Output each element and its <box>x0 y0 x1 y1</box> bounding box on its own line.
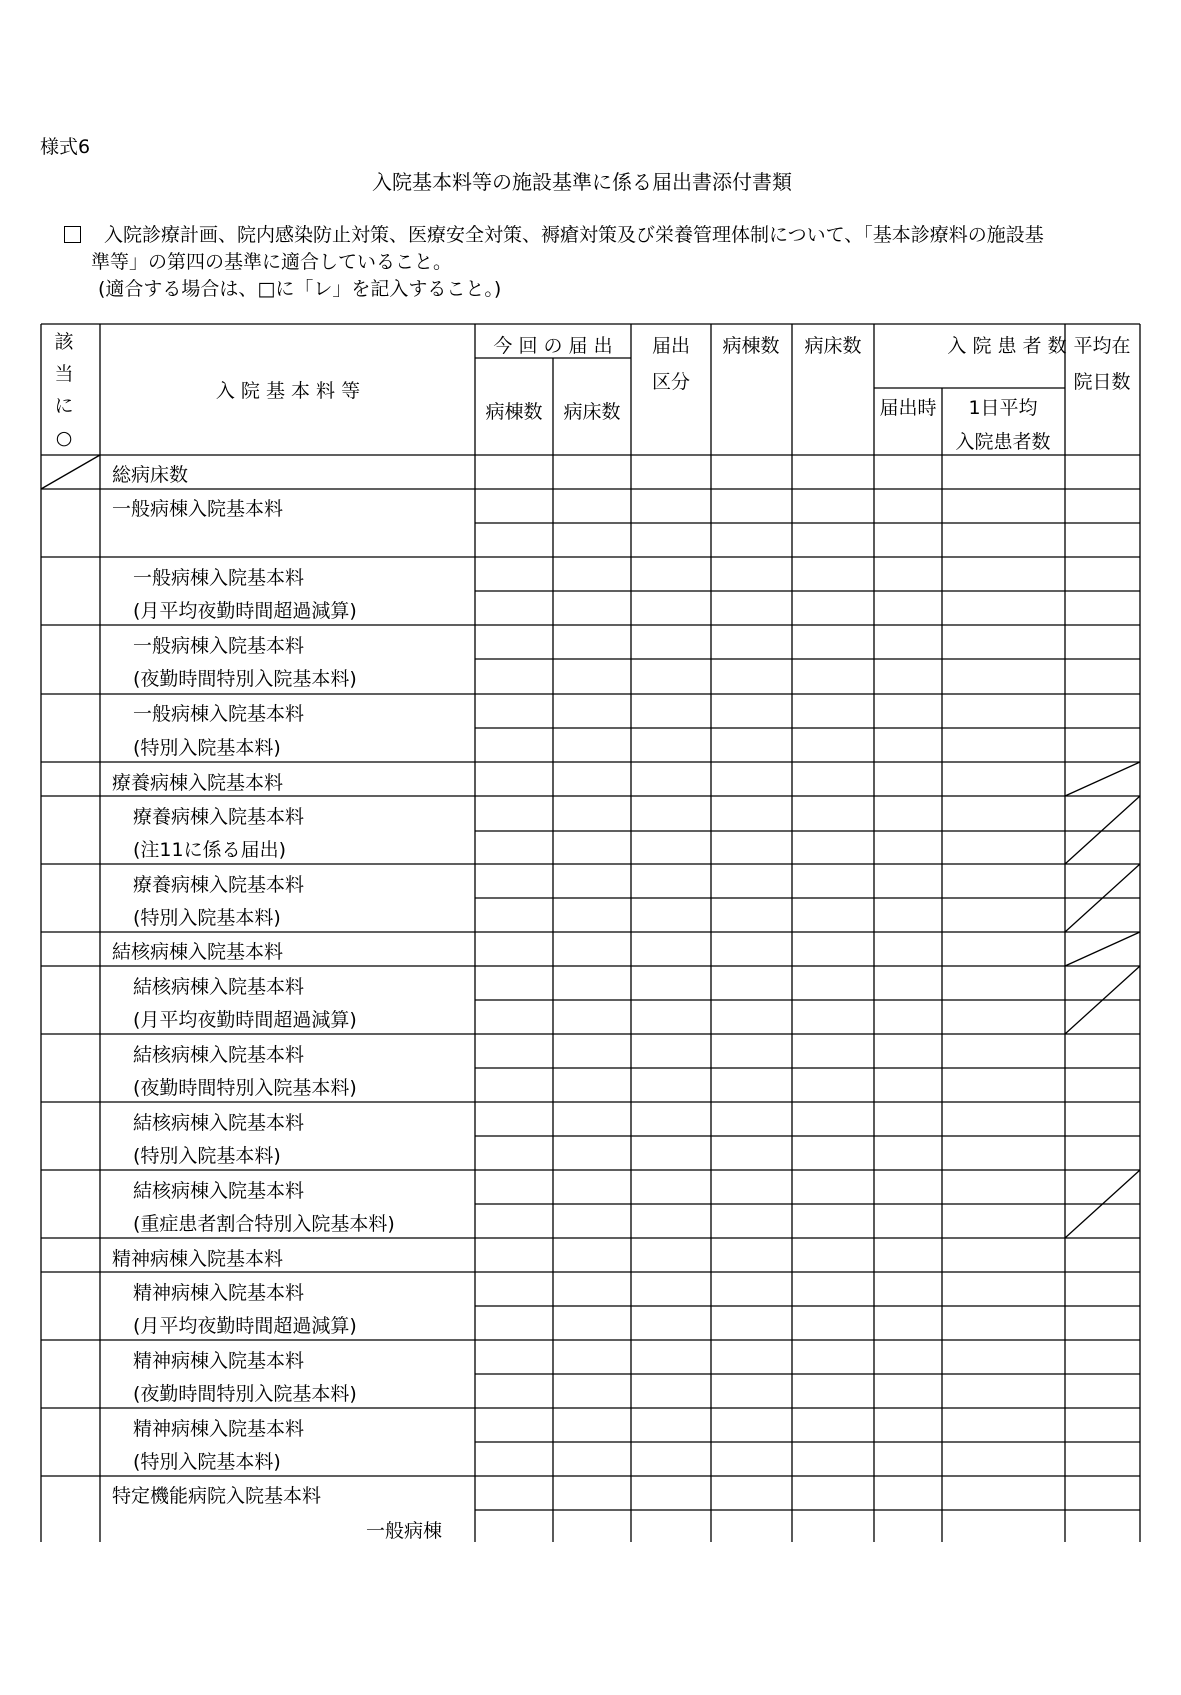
row-label-general-special-1: 一般病棟入院基本料 <box>133 703 305 725</box>
total-beds-slash <box>41 455 100 489</box>
header-avg-stay: 平均在 <box>1073 335 1131 357</box>
header-ward-count: 病棟数 <box>722 335 780 357</box>
document-title: 入院基本料等の施設基準に係る届出書添付書類 <box>372 170 792 194</box>
header-at-filing: 届出時 <box>879 397 937 419</box>
row-label-ltc: 療養病棟入院基本料 <box>112 772 284 794</box>
header-filing-class-2: 区分 <box>651 371 691 393</box>
row-label-tb-overtime-2: (月平均夜勤時間超過減算) <box>133 1009 357 1031</box>
header-applicable-3: に <box>54 395 74 417</box>
row-label-tb-special-1: 結核病棟入院基本料 <box>133 1112 305 1134</box>
header-avg-stay-2: 院日数 <box>1073 371 1131 393</box>
row-label-general-overtime-2: (月平均夜勤時間超過減算) <box>133 600 357 622</box>
form-code: 様式6 <box>40 136 91 158</box>
header-filing-class: 届出 <box>651 335 691 357</box>
row-label-tb-night-2: (夜勤時間特別入院基本料) <box>133 1077 357 1099</box>
row-label-total-beds: 総病床数 <box>112 464 189 486</box>
row-label-psy-night-2: (夜勤時間特別入院基本料) <box>133 1383 357 1405</box>
header-bed-count: 病床数 <box>804 335 862 357</box>
header-applicable-4: ○ <box>55 427 73 449</box>
row-label-ltc-note11-2: (注11に係る届出) <box>133 839 287 861</box>
avg-stay-slash <box>1065 796 1140 864</box>
header-daily-avg-2: 入院患者数 <box>955 431 1051 453</box>
row-label-specific-general: 一般病棟 <box>365 1520 442 1542</box>
row-label-specific: 特定機能病院入院基本料 <box>112 1485 322 1507</box>
row-label-general-special-2: (特別入院基本料) <box>133 737 281 759</box>
header-this-filing: 今 回 の 届 出 <box>493 335 613 357</box>
row-label-general: 一般病棟入院基本料 <box>112 498 284 520</box>
header-daily-avg: 1日平均 <box>968 397 1038 419</box>
header-category: 入 院 基 本 料 等 <box>215 380 361 402</box>
row-label-psy-special-1: 精神病棟入院基本料 <box>133 1418 305 1440</box>
row-label-tb-special-2: (特別入院基本料) <box>133 1145 281 1167</box>
avg-stay-slash <box>1065 762 1140 796</box>
row-label-tb-severe-1: 結核病棟入院基本料 <box>133 1180 305 1202</box>
row-label-tb: 結核病棟入院基本料 <box>112 941 284 963</box>
row-label-general-overtime-1: 一般病棟入院基本料 <box>133 567 305 589</box>
row-label-ltc-special-2: (特別入院基本料) <box>133 907 281 929</box>
row-label-psy: 精神病棟入院基本料 <box>112 1248 284 1270</box>
row-label-tb-severe-2: (重症患者割合特別入院基本料) <box>133 1213 395 1235</box>
row-label-psy-special-2: (特別入院基本料) <box>133 1451 281 1473</box>
header-applicable-1: 該 <box>54 331 74 353</box>
header-wards: 病棟数 <box>485 401 543 423</box>
header-inpatients: 入 院 患 者 数 <box>947 335 1067 357</box>
row-label-psy-night-1: 精神病棟入院基本料 <box>133 1350 305 1372</box>
header-beds: 病床数 <box>563 401 621 423</box>
row-label-ltc-note11-1: 療養病棟入院基本料 <box>133 806 305 828</box>
row-label-tb-night-1: 結核病棟入院基本料 <box>133 1044 305 1066</box>
compliance-note-line1: 入院診療計画、院内感染防止対策、医療安全対策、褥瘡対策及び栄養管理体制について、「基本診療料の施設基 <box>104 224 1044 246</box>
row-label-psy-overtime-1: 精神病棟入院基本料 <box>133 1282 305 1304</box>
header-applicable-2: 当 <box>54 363 74 385</box>
row-label-general-night-2: (夜勤時間特別入院基本料) <box>133 668 357 690</box>
row-label-ltc-special-1: 療養病棟入院基本料 <box>133 874 305 896</box>
compliance-note-line2: 準等」の第四の基準に適合していること。 <box>91 251 453 273</box>
compliance-note-line3: (適合する場合は、□に「レ」を記入すること。) <box>98 278 502 300</box>
row-label-general-night-1: 一般病棟入院基本料 <box>133 635 305 657</box>
row-label-psy-overtime-2: (月平均夜勤時間超過減算) <box>133 1315 357 1337</box>
avg-stay-slash <box>1065 932 1140 966</box>
row-label-tb-overtime-1: 結核病棟入院基本料 <box>133 976 305 998</box>
